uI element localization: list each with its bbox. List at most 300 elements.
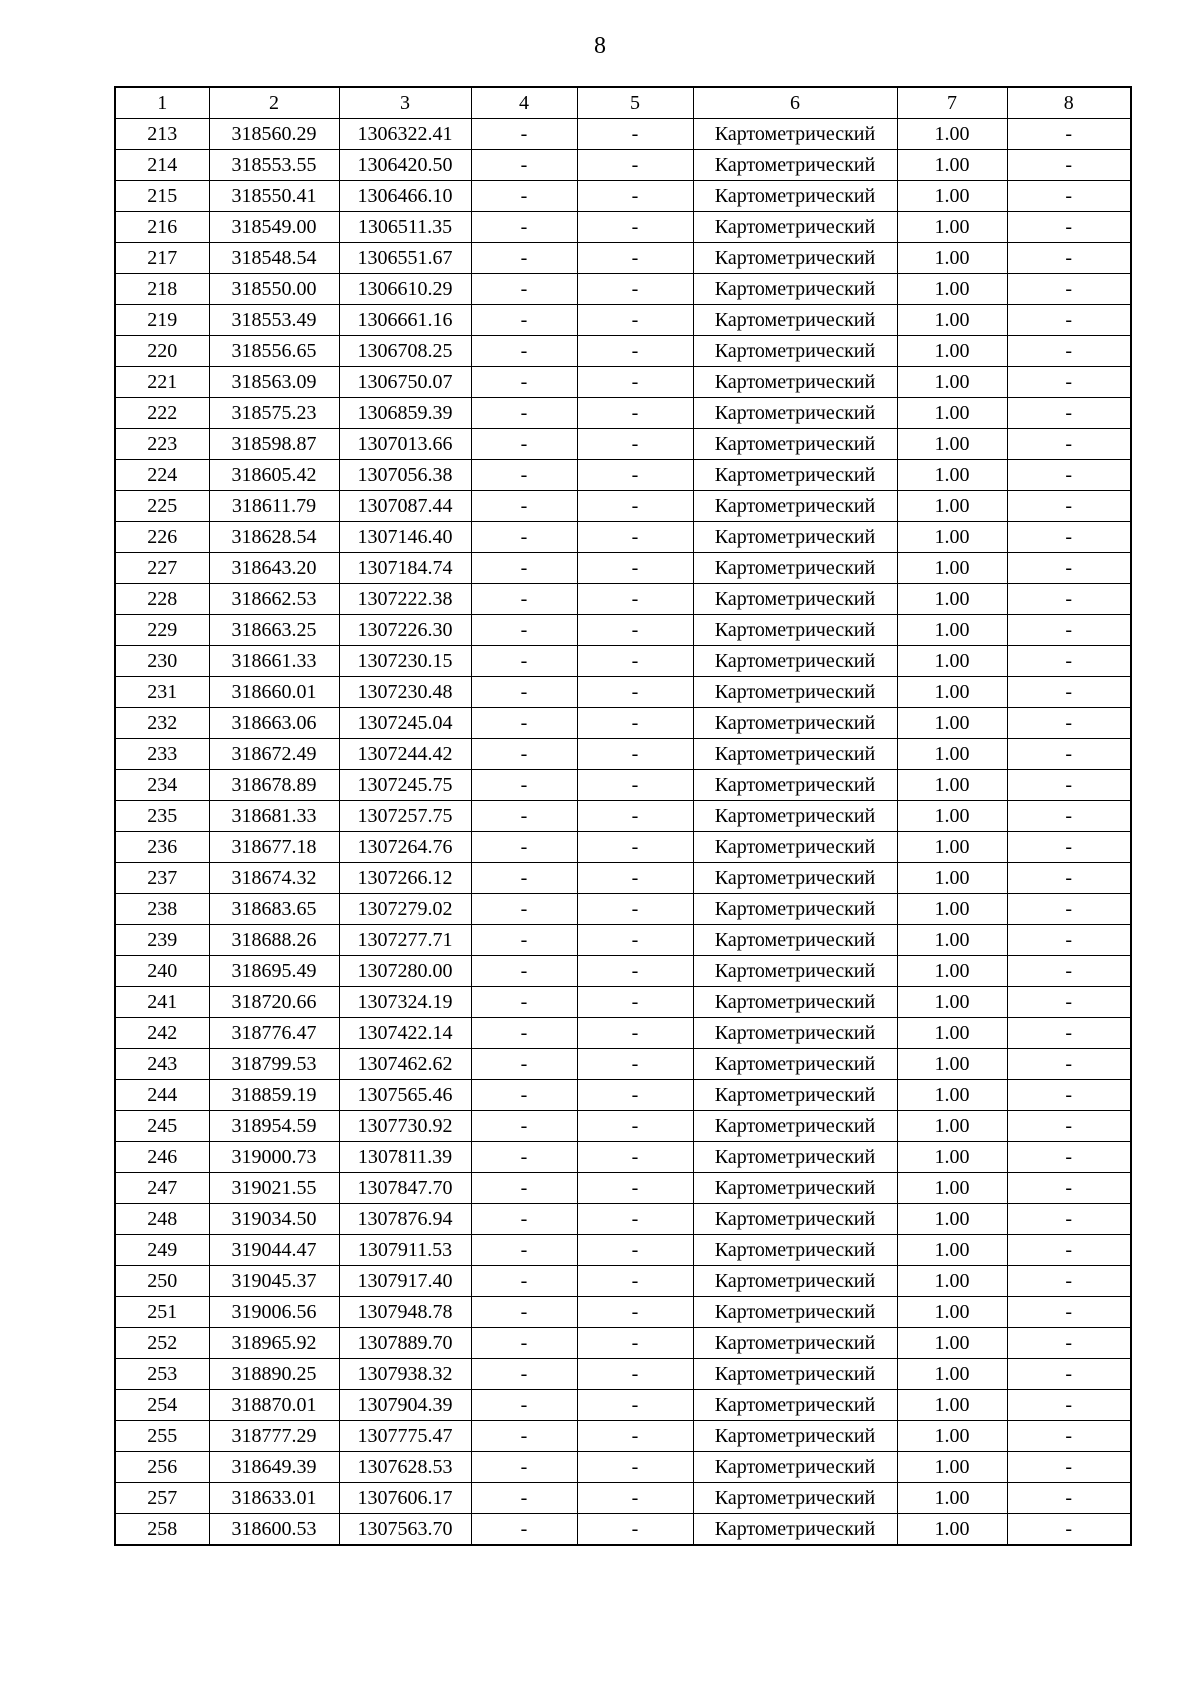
column-8-cell: - xyxy=(1007,1483,1131,1514)
x-coordinate-cell: 318672.49 xyxy=(209,739,339,770)
column-4-cell: - xyxy=(471,553,577,584)
method-cell: Картометрический xyxy=(693,1266,897,1297)
point-number-cell: 227 xyxy=(115,553,209,584)
point-number-cell: 225 xyxy=(115,491,209,522)
x-coordinate-cell: 318575.23 xyxy=(209,398,339,429)
column-5-cell: - xyxy=(577,1111,693,1142)
table-row xyxy=(115,181,1131,212)
table-row xyxy=(115,1018,1131,1049)
method-cell: Картометрический xyxy=(693,119,897,150)
point-number-cell: 218 xyxy=(115,274,209,305)
column-5-cell: - xyxy=(577,491,693,522)
column-header: 4 xyxy=(471,87,577,119)
point-number-cell: 242 xyxy=(115,1018,209,1049)
accuracy-cell: 1.00 xyxy=(897,1297,1007,1328)
accuracy-cell: 1.00 xyxy=(897,212,1007,243)
x-coordinate-cell: 318799.53 xyxy=(209,1049,339,1080)
accuracy-cell: 1.00 xyxy=(897,1390,1007,1421)
column-4-cell: - xyxy=(471,584,577,615)
column-4-cell: - xyxy=(471,1514,577,1546)
column-8-cell: - xyxy=(1007,119,1131,150)
column-8-cell: - xyxy=(1007,181,1131,212)
table-row xyxy=(115,832,1131,863)
point-number-cell: 251 xyxy=(115,1297,209,1328)
column-5-cell: - xyxy=(577,615,693,646)
accuracy-cell: 1.00 xyxy=(897,305,1007,336)
table-row xyxy=(115,1483,1131,1514)
x-coordinate-cell: 318683.65 xyxy=(209,894,339,925)
column-header: 5 xyxy=(577,87,693,119)
method-cell: Картометрический xyxy=(693,708,897,739)
column-8-cell: - xyxy=(1007,832,1131,863)
x-coordinate-cell: 318560.29 xyxy=(209,119,339,150)
point-number-cell: 220 xyxy=(115,336,209,367)
column-8-cell: - xyxy=(1007,150,1131,181)
method-cell: Картометрический xyxy=(693,1297,897,1328)
table-row xyxy=(115,1297,1131,1328)
accuracy-cell: 1.00 xyxy=(897,1483,1007,1514)
column-4-cell: - xyxy=(471,1080,577,1111)
x-coordinate-cell: 318859.19 xyxy=(209,1080,339,1111)
point-number-cell: 214 xyxy=(115,150,209,181)
accuracy-cell: 1.00 xyxy=(897,1080,1007,1111)
column-5-cell: - xyxy=(577,1142,693,1173)
y-coordinate-cell: 1307324.19 xyxy=(339,987,471,1018)
column-4-cell: - xyxy=(471,832,577,863)
column-8-cell: - xyxy=(1007,1080,1131,1111)
y-coordinate-cell: 1306708.25 xyxy=(339,336,471,367)
x-coordinate-cell: 318605.42 xyxy=(209,460,339,491)
accuracy-cell: 1.00 xyxy=(897,274,1007,305)
table-row xyxy=(115,243,1131,274)
accuracy-cell: 1.00 xyxy=(897,677,1007,708)
column-5-cell: - xyxy=(577,243,693,274)
method-cell: Картометрический xyxy=(693,305,897,336)
column-4-cell: - xyxy=(471,1421,577,1452)
column-4-cell: - xyxy=(471,1111,577,1142)
column-8-cell: - xyxy=(1007,770,1131,801)
accuracy-cell: 1.00 xyxy=(897,150,1007,181)
column-4-cell: - xyxy=(471,894,577,925)
table-row xyxy=(115,615,1131,646)
column-8-cell: - xyxy=(1007,646,1131,677)
x-coordinate-cell: 318550.41 xyxy=(209,181,339,212)
y-coordinate-cell: 1307279.02 xyxy=(339,894,471,925)
point-number-cell: 216 xyxy=(115,212,209,243)
column-5-cell: - xyxy=(577,1080,693,1111)
x-coordinate-cell: 318678.89 xyxy=(209,770,339,801)
point-number-cell: 215 xyxy=(115,181,209,212)
x-coordinate-cell: 318553.49 xyxy=(209,305,339,336)
table-row xyxy=(115,522,1131,553)
y-coordinate-cell: 1306750.07 xyxy=(339,367,471,398)
y-coordinate-cell: 1307847.70 xyxy=(339,1173,471,1204)
table-row xyxy=(115,770,1131,801)
table-row xyxy=(115,863,1131,894)
column-5-cell: - xyxy=(577,739,693,770)
accuracy-cell: 1.00 xyxy=(897,770,1007,801)
column-5-cell: - xyxy=(577,1297,693,1328)
point-number-cell: 248 xyxy=(115,1204,209,1235)
table-row xyxy=(115,1452,1131,1483)
method-cell: Картометрический xyxy=(693,863,897,894)
method-cell: Картометрический xyxy=(693,1514,897,1546)
point-number-cell: 236 xyxy=(115,832,209,863)
column-4-cell: - xyxy=(471,429,577,460)
point-number-cell: 228 xyxy=(115,584,209,615)
table-row xyxy=(115,1204,1131,1235)
point-number-cell: 232 xyxy=(115,708,209,739)
y-coordinate-cell: 1307264.76 xyxy=(339,832,471,863)
column-header: 3 xyxy=(339,87,471,119)
y-coordinate-cell: 1307904.39 xyxy=(339,1390,471,1421)
column-5-cell: - xyxy=(577,1235,693,1266)
method-cell: Картометрический xyxy=(693,150,897,181)
column-8-cell: - xyxy=(1007,1452,1131,1483)
point-number-cell: 224 xyxy=(115,460,209,491)
table-body xyxy=(115,119,1131,1546)
column-8-cell: - xyxy=(1007,212,1131,243)
column-5-cell: - xyxy=(577,1049,693,1080)
column-5-cell: - xyxy=(577,305,693,336)
table-row xyxy=(115,1142,1131,1173)
column-8-cell: - xyxy=(1007,336,1131,367)
column-5-cell: - xyxy=(577,708,693,739)
accuracy-cell: 1.00 xyxy=(897,1111,1007,1142)
method-cell: Картометрический xyxy=(693,987,897,1018)
table-row xyxy=(115,1390,1131,1421)
method-cell: Картометрический xyxy=(693,925,897,956)
accuracy-cell: 1.00 xyxy=(897,181,1007,212)
method-cell: Картометрический xyxy=(693,615,897,646)
column-4-cell: - xyxy=(471,1173,577,1204)
column-8-cell: - xyxy=(1007,1049,1131,1080)
table-row xyxy=(115,1173,1131,1204)
column-8-cell: - xyxy=(1007,1235,1131,1266)
accuracy-cell: 1.00 xyxy=(897,863,1007,894)
point-number-cell: 247 xyxy=(115,1173,209,1204)
table-row xyxy=(115,336,1131,367)
column-8-cell: - xyxy=(1007,367,1131,398)
page-number: 8 xyxy=(594,33,606,59)
column-4-cell: - xyxy=(471,1142,577,1173)
x-coordinate-cell: 318688.26 xyxy=(209,925,339,956)
x-coordinate-cell: 318677.18 xyxy=(209,832,339,863)
x-coordinate-cell: 318674.32 xyxy=(209,863,339,894)
x-coordinate-cell: 318600.53 xyxy=(209,1514,339,1546)
table-row xyxy=(115,274,1131,305)
x-coordinate-cell: 319044.47 xyxy=(209,1235,339,1266)
method-cell: Картометрический xyxy=(693,677,897,708)
column-8-cell: - xyxy=(1007,1328,1131,1359)
table-row xyxy=(115,1421,1131,1452)
column-header: 7 xyxy=(897,87,1007,119)
column-5-cell: - xyxy=(577,584,693,615)
column-4-cell: - xyxy=(471,212,577,243)
method-cell: Картометрический xyxy=(693,398,897,429)
y-coordinate-cell: 1307222.38 xyxy=(339,584,471,615)
accuracy-cell: 1.00 xyxy=(897,1452,1007,1483)
point-number-cell: 237 xyxy=(115,863,209,894)
column-4-cell: - xyxy=(471,460,577,491)
accuracy-cell: 1.00 xyxy=(897,1173,1007,1204)
y-coordinate-cell: 1307876.94 xyxy=(339,1204,471,1235)
point-number-cell: 219 xyxy=(115,305,209,336)
column-8-cell: - xyxy=(1007,1018,1131,1049)
accuracy-cell: 1.00 xyxy=(897,119,1007,150)
table-row xyxy=(115,584,1131,615)
column-4-cell: - xyxy=(471,491,577,522)
method-cell: Картометрический xyxy=(693,894,897,925)
y-coordinate-cell: 1307013.66 xyxy=(339,429,471,460)
column-4-cell: - xyxy=(471,150,577,181)
column-8-cell: - xyxy=(1007,863,1131,894)
x-coordinate-cell: 318598.87 xyxy=(209,429,339,460)
table-row xyxy=(115,1266,1131,1297)
point-number-cell: 244 xyxy=(115,1080,209,1111)
column-5-cell: - xyxy=(577,398,693,429)
column-8-cell: - xyxy=(1007,1421,1131,1452)
method-cell: Картометрический xyxy=(693,274,897,305)
column-8-cell: - xyxy=(1007,739,1131,770)
column-4-cell: - xyxy=(471,801,577,832)
column-4-cell: - xyxy=(471,119,577,150)
method-cell: Картометрический xyxy=(693,1359,897,1390)
method-cell: Картометрический xyxy=(693,1111,897,1142)
y-coordinate-cell: 1307606.17 xyxy=(339,1483,471,1514)
column-4-cell: - xyxy=(471,739,577,770)
column-8-cell: - xyxy=(1007,615,1131,646)
column-5-cell: - xyxy=(577,181,693,212)
x-coordinate-cell: 318660.01 xyxy=(209,677,339,708)
x-coordinate-cell: 318695.49 xyxy=(209,956,339,987)
point-number-cell: 241 xyxy=(115,987,209,1018)
column-4-cell: - xyxy=(471,770,577,801)
table-row xyxy=(115,801,1131,832)
column-5-cell: - xyxy=(577,1173,693,1204)
column-8-cell: - xyxy=(1007,584,1131,615)
x-coordinate-cell: 318777.29 xyxy=(209,1421,339,1452)
x-coordinate-cell: 319021.55 xyxy=(209,1173,339,1204)
column-4-cell: - xyxy=(471,987,577,1018)
accuracy-cell: 1.00 xyxy=(897,584,1007,615)
x-coordinate-cell: 318549.00 xyxy=(209,212,339,243)
x-coordinate-cell: 318553.55 xyxy=(209,150,339,181)
method-cell: Картометрический xyxy=(693,1049,897,1080)
accuracy-cell: 1.00 xyxy=(897,801,1007,832)
table-row xyxy=(115,212,1131,243)
column-4-cell: - xyxy=(471,1297,577,1328)
accuracy-cell: 1.00 xyxy=(897,398,1007,429)
x-coordinate-cell: 318611.79 xyxy=(209,491,339,522)
accuracy-cell: 1.00 xyxy=(897,832,1007,863)
column-8-cell: - xyxy=(1007,243,1131,274)
x-coordinate-cell: 319000.73 xyxy=(209,1142,339,1173)
column-8-cell: - xyxy=(1007,925,1131,956)
method-cell: Картометрический xyxy=(693,956,897,987)
column-4-cell: - xyxy=(471,708,577,739)
accuracy-cell: 1.00 xyxy=(897,615,1007,646)
column-5-cell: - xyxy=(577,1328,693,1359)
column-4-cell: - xyxy=(471,243,577,274)
y-coordinate-cell: 1307775.47 xyxy=(339,1421,471,1452)
column-8-cell: - xyxy=(1007,1514,1131,1546)
column-header: 2 xyxy=(209,87,339,119)
column-header: 8 xyxy=(1007,87,1131,119)
column-5-cell: - xyxy=(577,274,693,305)
method-cell: Картометрический xyxy=(693,832,897,863)
column-5-cell: - xyxy=(577,212,693,243)
accuracy-cell: 1.00 xyxy=(897,894,1007,925)
column-5-cell: - xyxy=(577,925,693,956)
column-5-cell: - xyxy=(577,1359,693,1390)
column-8-cell: - xyxy=(1007,1266,1131,1297)
y-coordinate-cell: 1307146.40 xyxy=(339,522,471,553)
method-cell: Картометрический xyxy=(693,801,897,832)
accuracy-cell: 1.00 xyxy=(897,1235,1007,1266)
column-8-cell: - xyxy=(1007,553,1131,584)
accuracy-cell: 1.00 xyxy=(897,553,1007,584)
table-header-row xyxy=(115,87,1131,119)
x-coordinate-cell: 318649.39 xyxy=(209,1452,339,1483)
method-cell: Картометрический xyxy=(693,584,897,615)
column-8-cell: - xyxy=(1007,1297,1131,1328)
method-cell: Картометрический xyxy=(693,646,897,677)
x-coordinate-cell: 318720.66 xyxy=(209,987,339,1018)
column-8-cell: - xyxy=(1007,460,1131,491)
column-4-cell: - xyxy=(471,646,577,677)
y-coordinate-cell: 1307266.12 xyxy=(339,863,471,894)
y-coordinate-cell: 1307628.53 xyxy=(339,1452,471,1483)
accuracy-cell: 1.00 xyxy=(897,460,1007,491)
column-8-cell: - xyxy=(1007,1173,1131,1204)
y-coordinate-cell: 1307245.04 xyxy=(339,708,471,739)
y-coordinate-cell: 1306551.67 xyxy=(339,243,471,274)
y-coordinate-cell: 1307730.92 xyxy=(339,1111,471,1142)
point-number-cell: 234 xyxy=(115,770,209,801)
x-coordinate-cell: 318643.20 xyxy=(209,553,339,584)
point-number-cell: 239 xyxy=(115,925,209,956)
table-row xyxy=(115,1080,1131,1111)
point-number-cell: 252 xyxy=(115,1328,209,1359)
table-row xyxy=(115,491,1131,522)
y-coordinate-cell: 1307277.71 xyxy=(339,925,471,956)
column-5-cell: - xyxy=(577,119,693,150)
y-coordinate-cell: 1307889.70 xyxy=(339,1328,471,1359)
point-number-cell: 240 xyxy=(115,956,209,987)
point-number-cell: 255 xyxy=(115,1421,209,1452)
method-cell: Картометрический xyxy=(693,1204,897,1235)
method-cell: Картометрический xyxy=(693,1173,897,1204)
y-coordinate-cell: 1307948.78 xyxy=(339,1297,471,1328)
y-coordinate-cell: 1307226.30 xyxy=(339,615,471,646)
table-row xyxy=(115,677,1131,708)
column-4-cell: - xyxy=(471,367,577,398)
column-8-cell: - xyxy=(1007,801,1131,832)
y-coordinate-cell: 1307565.46 xyxy=(339,1080,471,1111)
column-8-cell: - xyxy=(1007,677,1131,708)
accuracy-cell: 1.00 xyxy=(897,1421,1007,1452)
point-number-cell: 235 xyxy=(115,801,209,832)
point-number-cell: 221 xyxy=(115,367,209,398)
column-5-cell: - xyxy=(577,522,693,553)
column-5-cell: - xyxy=(577,1390,693,1421)
method-cell: Картометрический xyxy=(693,739,897,770)
method-cell: Картометрический xyxy=(693,336,897,367)
column-5-cell: - xyxy=(577,770,693,801)
point-number-cell: 230 xyxy=(115,646,209,677)
column-8-cell: - xyxy=(1007,708,1131,739)
y-coordinate-cell: 1307938.32 xyxy=(339,1359,471,1390)
column-8-cell: - xyxy=(1007,1390,1131,1421)
column-4-cell: - xyxy=(471,1266,577,1297)
column-5-cell: - xyxy=(577,894,693,925)
table-row xyxy=(115,119,1131,150)
column-5-cell: - xyxy=(577,863,693,894)
x-coordinate-cell: 318681.33 xyxy=(209,801,339,832)
column-5-cell: - xyxy=(577,1204,693,1235)
table-row xyxy=(115,367,1131,398)
method-cell: Картометрический xyxy=(693,491,897,522)
point-number-cell: 238 xyxy=(115,894,209,925)
method-cell: Картометрический xyxy=(693,429,897,460)
point-number-cell: 256 xyxy=(115,1452,209,1483)
column-5-cell: - xyxy=(577,832,693,863)
y-coordinate-cell: 1307911.53 xyxy=(339,1235,471,1266)
y-coordinate-cell: 1307917.40 xyxy=(339,1266,471,1297)
table-row xyxy=(115,956,1131,987)
y-coordinate-cell: 1307087.44 xyxy=(339,491,471,522)
column-8-cell: - xyxy=(1007,1111,1131,1142)
table-row xyxy=(115,1359,1131,1390)
column-8-cell: - xyxy=(1007,1142,1131,1173)
column-5-cell: - xyxy=(577,460,693,491)
column-4-cell: - xyxy=(471,1049,577,1080)
column-4-cell: - xyxy=(471,522,577,553)
accuracy-cell: 1.00 xyxy=(897,956,1007,987)
y-coordinate-cell: 1306322.41 xyxy=(339,119,471,150)
accuracy-cell: 1.00 xyxy=(897,1018,1007,1049)
point-number-cell: 258 xyxy=(115,1514,209,1546)
method-cell: Картометрический xyxy=(693,770,897,801)
y-coordinate-cell: 1307245.75 xyxy=(339,770,471,801)
method-cell: Картометрический xyxy=(693,460,897,491)
table-row xyxy=(115,553,1131,584)
method-cell: Картометрический xyxy=(693,522,897,553)
column-4-cell: - xyxy=(471,1204,577,1235)
point-number-cell: 217 xyxy=(115,243,209,274)
column-4-cell: - xyxy=(471,1390,577,1421)
table-row xyxy=(115,646,1131,677)
column-5-cell: - xyxy=(577,336,693,367)
column-4-cell: - xyxy=(471,956,577,987)
column-8-cell: - xyxy=(1007,894,1131,925)
column-5-cell: - xyxy=(577,1018,693,1049)
column-5-cell: - xyxy=(577,1266,693,1297)
point-number-cell: 213 xyxy=(115,119,209,150)
point-number-cell: 231 xyxy=(115,677,209,708)
accuracy-cell: 1.00 xyxy=(897,925,1007,956)
y-coordinate-cell: 1307244.42 xyxy=(339,739,471,770)
accuracy-cell: 1.00 xyxy=(897,243,1007,274)
x-coordinate-cell: 318870.01 xyxy=(209,1390,339,1421)
column-5-cell: - xyxy=(577,429,693,460)
table-row xyxy=(115,1235,1131,1266)
column-8-cell: - xyxy=(1007,522,1131,553)
table-row xyxy=(115,1514,1131,1546)
column-8-cell: - xyxy=(1007,398,1131,429)
column-8-cell: - xyxy=(1007,491,1131,522)
